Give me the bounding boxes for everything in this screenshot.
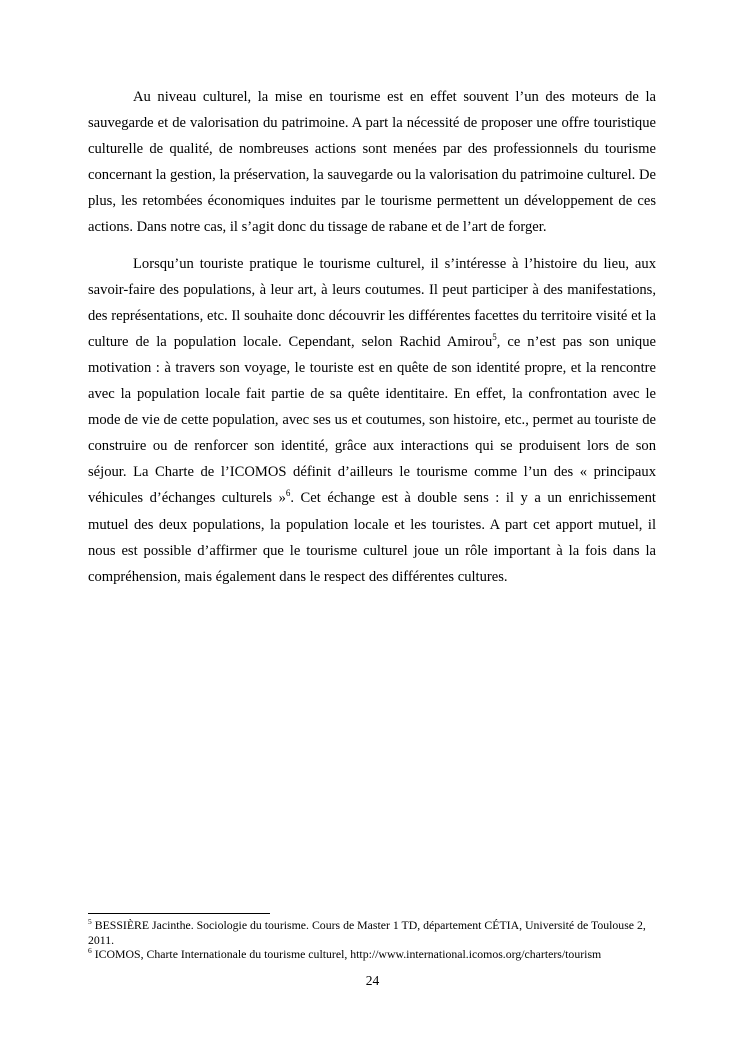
footnotes <box>88 918 658 962</box>
paragraph-1-text: Au niveau culturel, la mise en tourisme est en effet souvent l’un des moteurs de la sauvegarde et de valorisation du patrimoine. A part la nécessité de proposer une offre touristique culturelle de qualité, de nombreuses actions sont menées par des professionnels du tourisme concernant la gestion, la préservation, la sauvegarde ou la valorisation du patrimoine culturel. De plus, les retombées économiques induites par le tourisme permettent un développement de ces actions. Dans notre cas, il s’agit donc du tissage de rabane et de l’art de forger. <box>88 89 656 236</box>
footnote-reference-5[interactable]: 5 <box>492 331 497 342</box>
body-text <box>88 84 656 590</box>
footnote-reference-6[interactable]: 6 <box>285 488 291 499</box>
page-number: 24 <box>365 973 380 988</box>
footnote-text: BESSIÈRE Jacinthe. Sociologie du tourisme. Cours de Master 1 TD, département CÉTIA, Université de Toulouse 2, 2011. <box>88 918 646 947</box>
paragraph-1 <box>88 84 656 241</box>
footnote-separator <box>88 913 270 914</box>
footnote-number: 5 <box>88 917 92 927</box>
paragraph-2-text-part-1: Lorsqu’un touriste pratique le tourisme culturel, il s’intéresse à l’histoire du lieu, aux savoir-faire des populations, à leur art, à leurs coutumes. Il peut participer à des manifestations, des représentations, etc. Il souhaite donc découvrir les différentes facettes du territoire visité et la culture de la population locale. Cependant, selon Rachid Amirou <box>88 255 656 350</box>
paragraph-2-text-part-2: , ce n’est pas son unique motivation : à travers son voyage, le touriste est en quête de son identité propre, et la rencontre avec la population locale fait partie de sa quête identitaire. En effet, la confrontation avec le mode de vie de cette population, avec ses us et coutumes, son histoire, etc., permet au touriste de construire ou de renforcer son identité, grâce aux interactions qui se produisent lors de son séjour. La Charte de l’ICOMOS définit d’ailleurs le tourisme comme l’un des « principaux véhicules d’échanges culturels » <box>88 333 656 507</box>
paragraph-2-text-part-3: . Cet échange est à double sens : il y a un enrichissement mutuel des deux populations, la population locale et les touristes. A part cet apport mutuel, il nous est possible d’affirmer que le tourisme culturel joue un rôle important à la fois dans la compréhension, mais également dans le respect des différentes cultures. <box>88 490 656 585</box>
paragraph-2 <box>88 251 656 590</box>
footnote-text: ICOMOS, Charte Internationale du tourisme culturel, http://www.international.icomos.org/charters/tourism <box>91 947 602 961</box>
footnote-6 <box>88 947 658 962</box>
footnote-5 <box>88 918 658 947</box>
footnote-number: 6 <box>88 946 92 956</box>
